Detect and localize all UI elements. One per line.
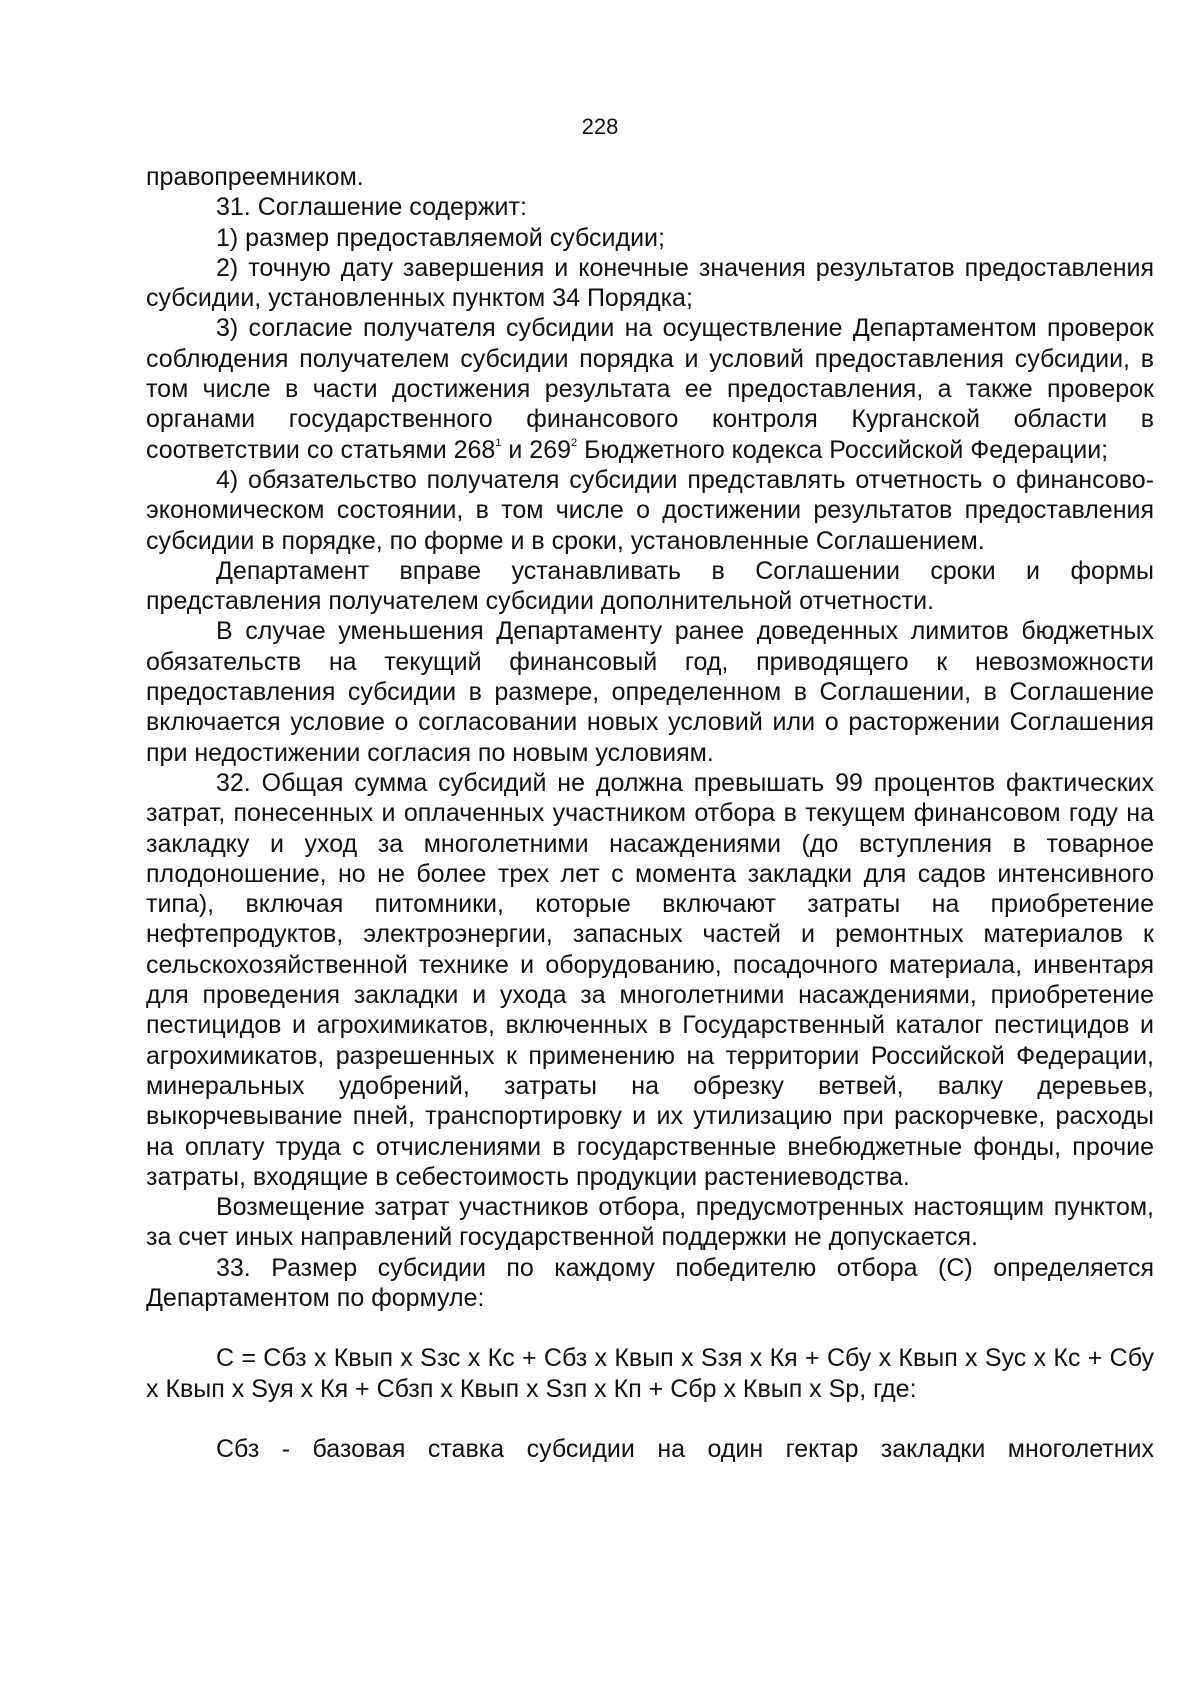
paragraph: Сбз - базовая ставка субсидии на один гектар закладки многолетних: [216, 1434, 1154, 1463]
paragraph-text: и 269: [501, 435, 572, 464]
paragraph: С = Сбз х Квып х Sзс х Кс + Сбз х Квып х Sзя х Кя + Сбу х Квып х Sус х Кс + Сбу х Квып х Sуя х Кя + Сбзп х Квып х Sзп х Кп + Сбр х Квып х Sр, где:: [146, 1344, 1154, 1403]
paragraph-text: Бюджетного кодекса Российской Федерации;: [577, 435, 1109, 464]
paragraph: 31. Соглашение содержит:: [216, 193, 527, 222]
paragraph: [146, 313, 1154, 464]
page-number: 228: [581, 114, 619, 139]
paragraph: 33. Размер субсидии по каждому победителю отбора (С) определяется Департаментом по формуле:: [146, 1253, 1154, 1312]
blank-line: [146, 1404, 1154, 1434]
paragraph: Департамент вправе устанавливать в Соглашении сроки и формы представления получателем субсидии дополнительной отчетности.: [146, 556, 1154, 616]
paragraph-text: 3) согласие получателя субсидии на осуществление Департаментом проверок соблюдения получателем субсидии порядка и условий предоставления субсидии, в том числе в части достижения результата ее предоставления, а также проверок органами государственного финансового контроля Курганской области в соответствии со статьями 268: [146, 314, 1154, 464]
paragraph: 32. Общая сумма субсидий не должна превышать 99 процентов фактических затрат, понесенных и оплаченных участником отбора в текущем финансовом году на закладку и уход за многолетними насаждениями (до вступления в товарное плодоношение, но не более трех лет с момента закладки для садов интенсивного типа), включая питомники, которые включают затраты на приобретение нефтепродуктов, электроэнергии, запасных частей и ремонтных материалов к сельскохозяйственной технике и оборудованию, посадочного материала, инвентаря для проведения закладки и ухода за многолетними насаждениями, приобретение пестицидов и агрохимикатов, включенных в Государственный каталог пестицидов и агрохимикатов, разрешенных к применению на территории Российской Федерации, минеральных удобрений, затраты на обрезку ветвей, валку деревьев, выкорчевывание пней, транспортировку и их утилизацию при раскорчевке, расходы на оплату труда с отчислениями в государственные внебюджетные фонды, прочие затраты, входящие в себестоимость продукции растениеводства.: [146, 768, 1154, 1191]
document-body: [146, 162, 1154, 1464]
paragraph: 1) размер предоставляемой субсидии;: [216, 223, 665, 252]
paragraph: В случае уменьшения Департаменту ранее доведенных лимитов бюджетных обязательств на текущий финансовый год, приводящего к невозможности предоставления субсидии в размере, определенном в Соглашении, в Соглашение включается условие о согласовании новых условий или о расторжении Соглашения при недостижении согласия по новым условиям.: [146, 617, 1154, 767]
paragraph: правопреемником.: [146, 163, 364, 191]
footnote-superscript: 2: [571, 437, 578, 450]
blank-line: [146, 1313, 1154, 1343]
paragraph: 4) обязательство получателя субсидии представлять отчетность о финансово-экономическом состоянии, в том числе о достижении результатов предоставления субсидии в порядке, по форме и в сроки, установленные Соглашением.: [146, 465, 1154, 555]
footnote-superscript: 1: [495, 437, 502, 450]
paragraph: Возмещение затрат участников отбора, предусмотренных настоящим пунктом, за счет иных направлений государственной поддержки не допускается.: [146, 1193, 1154, 1252]
paragraph: 2) точную дату завершения и конечные значения результатов предоставления субсидии, установленных пунктом 34 Порядка;: [146, 253, 1154, 313]
